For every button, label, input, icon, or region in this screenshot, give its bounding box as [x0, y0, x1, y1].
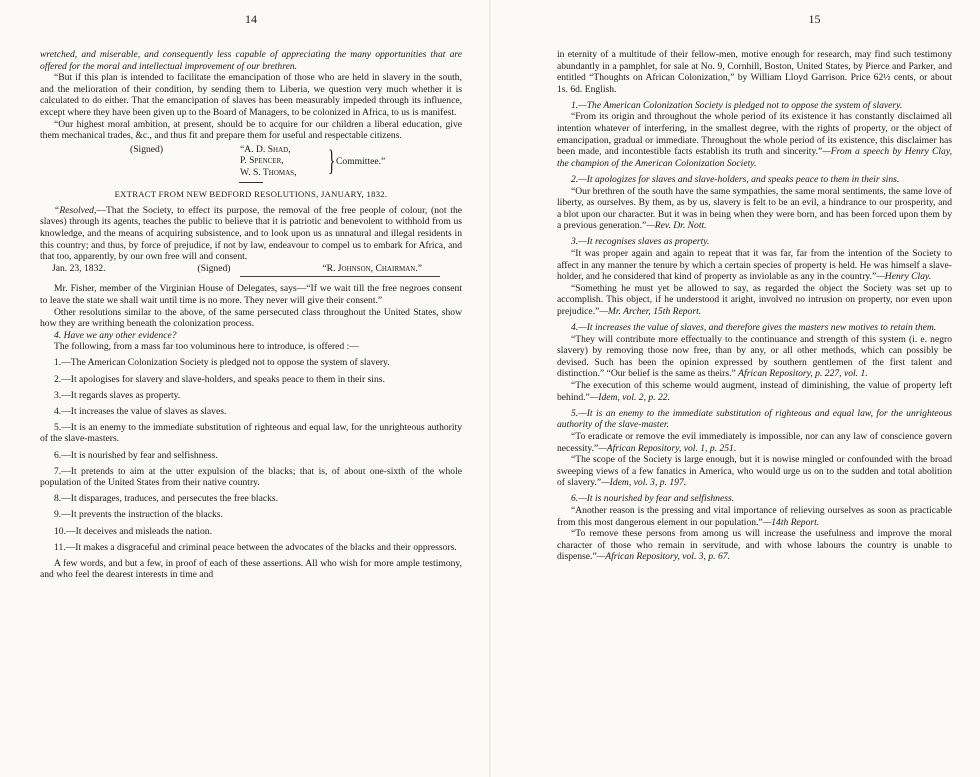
paragraph: Mr. Fisher, member of the Virginian House of Delegates, says—“If we wait till the free negroes consent to leave the state we shall wait until time is no more. They never will give their consent.” — [40, 283, 462, 306]
assertion-heading: 2.—It apologizes for slaves and slave-holders, and speaks peace to them in their sins. — [571, 173, 900, 185]
list-item: 3.—It regards slaves as property. — [54, 389, 181, 401]
brace-glyph: } — [328, 143, 336, 177]
quote-text: “Another reason is the pressing and vital importance of relieving ourselves as soon as practicable from this most dangerous element in our population.” — [557, 504, 952, 528]
assertion-heading: 3.—It recognises slaves as property. — [571, 236, 710, 248]
quotation — [557, 454, 952, 489]
paragraph — [40, 205, 462, 263]
page-number-right: 15 — [808, 12, 821, 26]
quotation — [557, 528, 952, 563]
quotation — [557, 111, 952, 169]
resolution-date: Jan. 23, 1832. — [52, 262, 106, 274]
quote-source: —Idem, vol. 2, p. 22. — [589, 391, 670, 403]
signed-label: (Signed) — [130, 143, 164, 155]
quote-source: —From a speech by Henry Clay, the champion of the American Colonization Society. — [557, 146, 952, 169]
quotation — [557, 505, 952, 528]
section-heading: EXTRACT FROM NEW BEDFORD RESOLUTIONS, JANUARY, 1832. — [114, 188, 388, 199]
quote-text: “The scope of the Society is large enough, but it is nowise mingled or confounded with the broad sweeping views of a few fanatics in America, who would urge us on to the sudden and total abolition of slavery.” — [557, 454, 952, 489]
list-item: 7.—It pretends to aim at the utter expulsion of the blacks; that is, of about one-sixth of the whole population of the United States from their native country. — [40, 465, 462, 489]
date-line — [40, 263, 462, 275]
signatory-name: “A. D. Shad, — [240, 143, 291, 155]
quote-text: “To eradicate or remove the evil immediately is impossible, nor can any law of conscience govern necessity.” — [557, 430, 952, 454]
assertion-heading: 1.—The American Colonization Society is pledged not to oppose the system of slavery. — [571, 99, 903, 111]
signature-block — [40, 144, 462, 180]
quote-text: “It was proper again and again to repeat that it was far, far from the intention of the Society to affect in any manner the tenure by which a certain species of property is held. He was himself a slave-holder, and he considered that kind of property as inviolable as any in the country.” — [557, 248, 952, 283]
section-rule — [240, 276, 440, 277]
paragraph: A few words, and but a few, in proof of each of these assertions. All who wish for more ample testimony, and who feel the dearest interests in time and — [40, 557, 462, 581]
quote-text: “They will contribute more effectually to the continuance and strength of this system (i. e. negro slavery) by removing those now free, than by any, or all other methods, which can possibly be devised. Such has been the opinion expressed by southern gentlemen of the first talent and distinction.” “Our belief is the same as theirs.” — [557, 333, 952, 380]
assertion-heading: 5.—It is an enemy to the immediate substitution of righteous and equal law, for the unrighteous authority of the slave-master. — [557, 407, 952, 431]
committee-label: Committee.” — [336, 155, 386, 167]
page-number-left: 14 — [245, 12, 257, 26]
quote-source: —Mr. Archer, 15th Report. — [599, 305, 702, 317]
section-rule — [239, 182, 263, 183]
paragraph: Other resolutions similar to the above, of the same persecuted class throughout the United States, show how they are writhing beneath the colonization process. — [40, 306, 462, 330]
quotation — [557, 431, 952, 454]
quote-source: —African Repository, vol. 3, p. 67. — [596, 551, 730, 563]
paragraph: “But if this plan is intended to facilitate the emancipation of those who are held in slavery in the south, and the melioration of their condition, by sending them to Liberia, we question very much whether it is calculated to do either. That the emancipation of slaves has been measurably impeded through its influence, except where they have been given up to the Board of Managers, to be colonized in Africa, to us is manifest. — [40, 72, 462, 118]
chairman-name: “R. Johnson, Chairman.” — [322, 262, 422, 274]
quotation — [557, 283, 952, 318]
list-item: 4.—It increases the value of slaves as slaves. — [54, 405, 227, 417]
list-item: 11.—It makes a disgraceful and criminal peace between the advocates of the blacks and their oppressors. — [54, 541, 457, 553]
question-heading: 4. Have we any other evidence? — [54, 329, 177, 341]
paragraph: “Our highest moral ambition, at present, should be to acquire for our children a liberal education, give them mechanical trades, &c., and thus fit and prepare them for useful and respectable citizens. — [40, 118, 462, 142]
signatory-name: P. Spencer, — [240, 155, 284, 167]
paragraph: The following, from a mass far too voluminous here to introduce, is offered :— — [54, 341, 359, 353]
quote-text: “The execution of this scheme would augment, instead of diminishing, the value of property left behind.” — [557, 380, 952, 403]
quotation — [557, 248, 952, 283]
signatory-names — [240, 144, 296, 179]
quote-text: “Something he must yet be allowed to say, as regarded the object the Society was set up to accomplish. This object, if he understood it aright, involved no intrusion on property, nor even upon prejudice.” — [557, 282, 952, 317]
quote-source: —Henry Clay. — [876, 271, 932, 283]
list-item: 10.—It deceives and misleads the nation. — [54, 525, 212, 537]
resolution-text: —That the Society, to effect its purpose, the removal of the free people of colour, (not the slaves) through its agents, teaches the public to believe that it is patriotic and benevolent to withhold from us knowledge, and the means of acquiring subsistence, and to look upon us as unnatural and illegal residents in this country; and thus, by force of prejudice, if not by law, endeavour to compel us to embark for Africa, and that too, apparently, by our own free will and consent. — [40, 204, 462, 263]
quote-source: —Rev. Dr. Nott. — [646, 220, 707, 232]
quote-text: “From its origin and throughout the whole period of its existence it has constantly disclaimed all intention whatever of interfering, in the smallest degree, with the rights of property, or the object of emancipation, gradual or immediate. Throughout the whole period of its existence, this disclaimer has been made, and incontestible facts establish its truth and sincerity.” — [557, 111, 952, 158]
quotation — [557, 186, 952, 232]
assertion-heading: 4.—It increases the value of slaves, and therefore gives the masters new motives to retain them. — [571, 322, 937, 334]
quotation — [557, 334, 952, 380]
signed-label: (Signed) — [197, 262, 231, 274]
quote-text: “Our brethren of the south have the same sympathies, the same moral sentiments, the same love of liberty, as ourselves. By them, as by us, slavery is felt to be an evil, a hindrance to our prosperity, and a blot upon our character. But it was in being when they were born, and has been forced upon them by a previous generation.” — [557, 185, 952, 232]
list-item: 2.—It apologises for slavery and slave-holders, and speaks peace to them in their sins. — [54, 373, 385, 385]
paragraph: wretched, and miserable, and consequently less capable of appreciating the many opportunities that are offered for the moral and intellectual improvement of our brethren. — [40, 49, 462, 72]
quote-source: African Repository, p. 227, vol. 1. — [738, 368, 868, 380]
list-item: 5.—It is an enemy to the immediate substitution of righteous and equal law, for the unrighteous authority of the slave-masters. — [40, 421, 462, 445]
quote-text: “To remove these persons from among us will increase the usefulness and improve the moral character of those who remain in servitude, and with whose labours the country is unable to dispense.” — [557, 528, 952, 563]
list-item: 6.—It is nourished by fear and selfishness. — [54, 449, 218, 461]
list-item: 9.—It prevents the instruction of the blacks. — [54, 509, 223, 521]
list-item: 1.—The American Colonization Society is pledged not to oppose the system of slavery. — [54, 357, 390, 369]
right-page — [490, 0, 980, 777]
right-page-text — [557, 49, 952, 563]
quote-source: —Idem, vol. 3, p. 197. — [601, 477, 687, 489]
left-page-text — [40, 49, 462, 581]
paragraph: in eternity of a multitude of their fellow-men, motive enough for research, may find such testimony abundantly in a pamphlet, for sale at No. 9, Cornhill, Boston, United States, by Pierce and Parker, and entitled “Thoughts on African Colonization,” by William Lloyd Garrison. Price 62½ cents, or about 1s. 6d. English. — [557, 49, 952, 95]
quotation — [557, 380, 952, 403]
quote-source: —14th Report. — [762, 516, 820, 528]
assertion-heading: 6.—It is nourished by fear and selfishness. — [571, 493, 735, 505]
list-item: 8.—It disparages, traduces, and persecutes the free blacks. — [54, 493, 279, 505]
quote-source: —African Repository, vol. 1, p. 251. — [598, 442, 737, 454]
signatory-name: W. S. Thomas, — [240, 166, 297, 178]
resolved-label: “Resolved, — [54, 204, 97, 216]
